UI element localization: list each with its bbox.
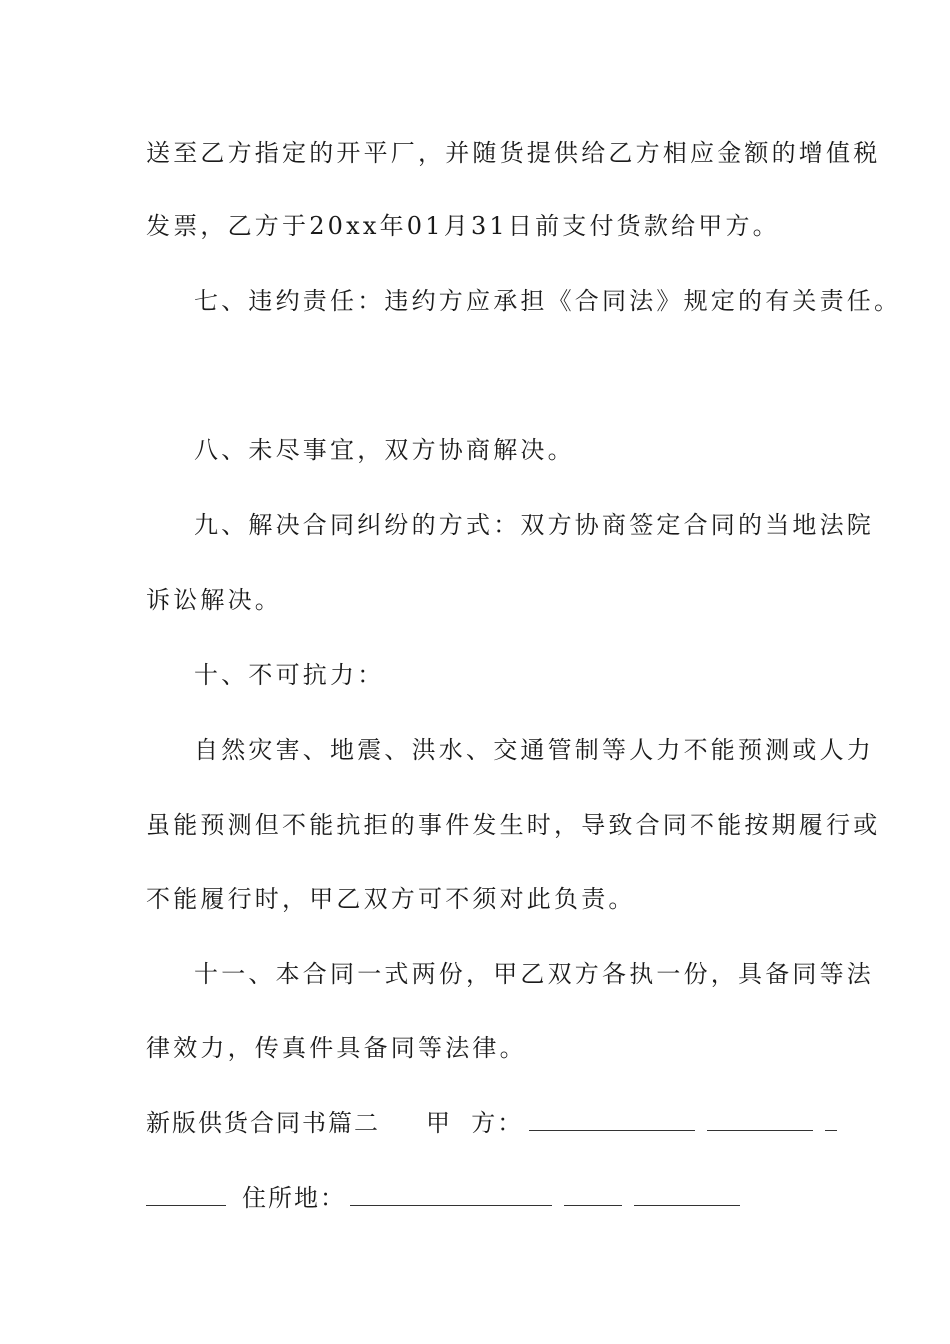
force-majeure-text: 自然灾害、地震、洪水、交通管制等人力不能预测或人力 [194,736,874,764]
clause-9-dispute: 九、解决合同纠纷的方式：双方协商签定合同的当地法院 [194,511,874,539]
section-title: 新版供货合同书篇二 [146,1109,380,1137]
party-a-label: 甲 方： [426,1109,524,1137]
clause-10-force-majeure: 十、不可抗力： [194,661,385,689]
address-blank [146,1185,226,1206]
party-a-blank [825,1110,837,1131]
party-a-row [146,1108,826,1138]
paragraph-line: 发票，乙方于20xx年01月31日前支付货款给甲方。 [146,212,780,240]
paragraph-line: 律效力，传真件具备同等法律。 [146,1034,527,1062]
clause-7-breach: 七、违约责任：违约方应承担《合同法》规定的有关责任。 [194,287,902,315]
paragraph-line: 不能履行时，甲乙双方可不须对此负责。 [146,885,636,913]
address-label: 住所地： [242,1184,346,1212]
address-row [146,1183,826,1213]
address-blank [634,1185,740,1206]
address-blank [350,1185,552,1206]
paragraph-line: 虽能预测但不能抗拒的事件发生时，导致合同不能按期履行或 [146,811,881,839]
party-a-blank [529,1110,695,1131]
paragraph-line: 送至乙方指定的开平厂，并随货提供给乙方相应金额的增值税 [146,139,881,167]
party-a-blank [707,1110,813,1131]
paragraph-line: 诉讼解决。 [146,586,282,614]
clause-11-copies: 十一、本合同一式两份，甲乙双方各执一份，具备同等法 [194,960,874,988]
clause-8-unsettled: 八、未尽事宜，双方协商解决。 [194,436,575,464]
address-blank [564,1185,622,1206]
